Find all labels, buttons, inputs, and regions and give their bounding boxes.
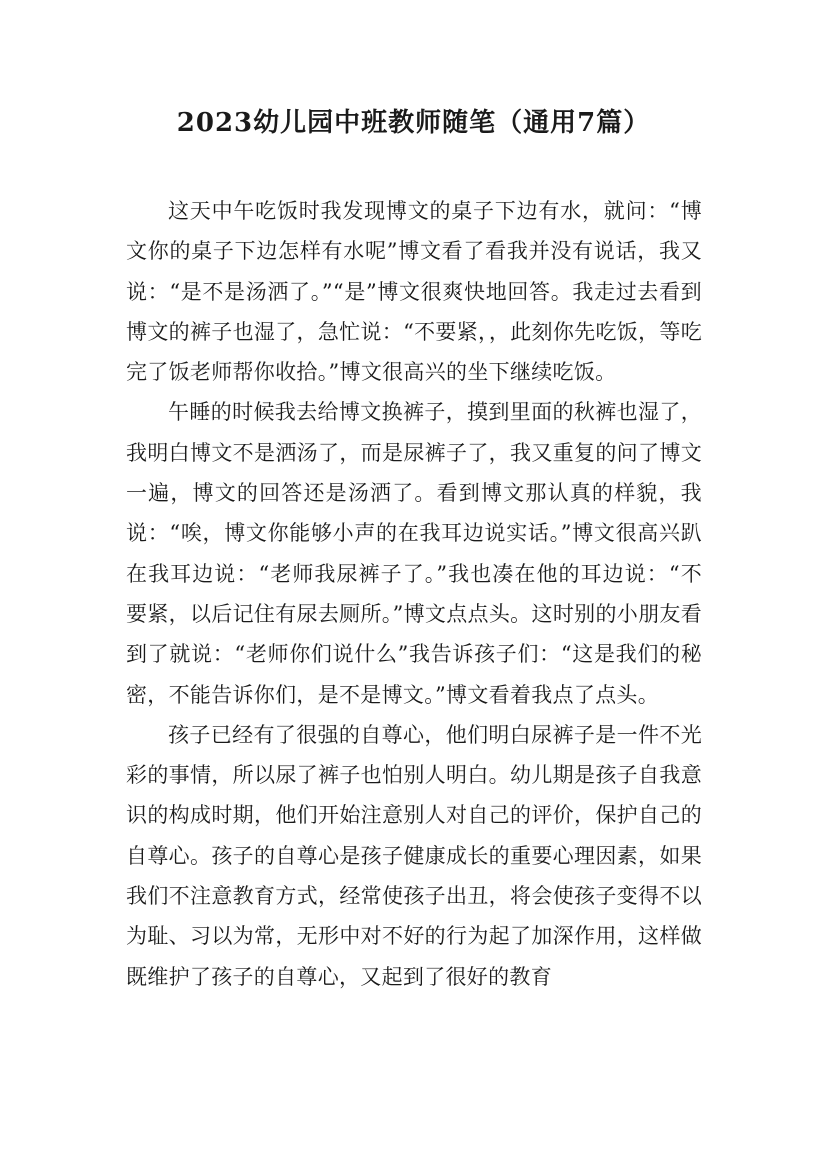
- document-body: [126, 191, 702, 997]
- paragraph-2: 午睡的时候我去给博文换裤子，摸到里面的秋裤也湿了，我明白博文不是洒汤了，而是尿裤子了，我又重复的问了博文一遍，博文的回答还是汤洒了。看到博文那认真的样貌，我说：“唉，博文你能够小声的在我耳边说实话。”博文很高兴趴在我耳边说：“老师我尿裤子了。”我也凑在他的耳边说：“不要紧，以后记住有尿去厕所。”博文点点头。这时别的小朋友看到了就说：“老师你们说什么”我告诉孩子们：“这是我们的秘密，不能告诉你们，是不是博文。”博文看着我点了点头。: [126, 400, 702, 707]
- document-title: 2023幼儿园中班教师随笔（通用7篇）: [176, 108, 651, 138]
- paragraph-3: 孩子已经有了很强的自尊心，他们明白尿裤子是一件不光彩的事情，所以尿了裤子也怕别人明白。幼儿期是孩子自我意识的构成时期，他们开始注意别人对自己的评价，保护自己的自尊心。孩子的自尊心是孩子健康成长的重要心理因素，如果我们不注意教育方式，经常使孩子出丑，将会使孩子变得不以为耻、习以为常，无形中对不好的行为起了加深作用，这样做既维护了孩子的自尊心，又起到了很好的教育: [126, 722, 702, 989]
- paragraph-1: 这天中午吃饭时我发现博文的桌子下边有水，就问：“博文你的桌子下边怎样有水呢”博文看了看我并没有说话，我又说：“是不是汤洒了。”“是”博文很爽快地回答。我走过去看到博文的裤子也湿了，急忙说：“不要紧，，此刻你先吃饭，等吃完了饭老师帮你收拾。”博文很高兴的坐下继续吃饭。: [126, 199, 702, 385]
